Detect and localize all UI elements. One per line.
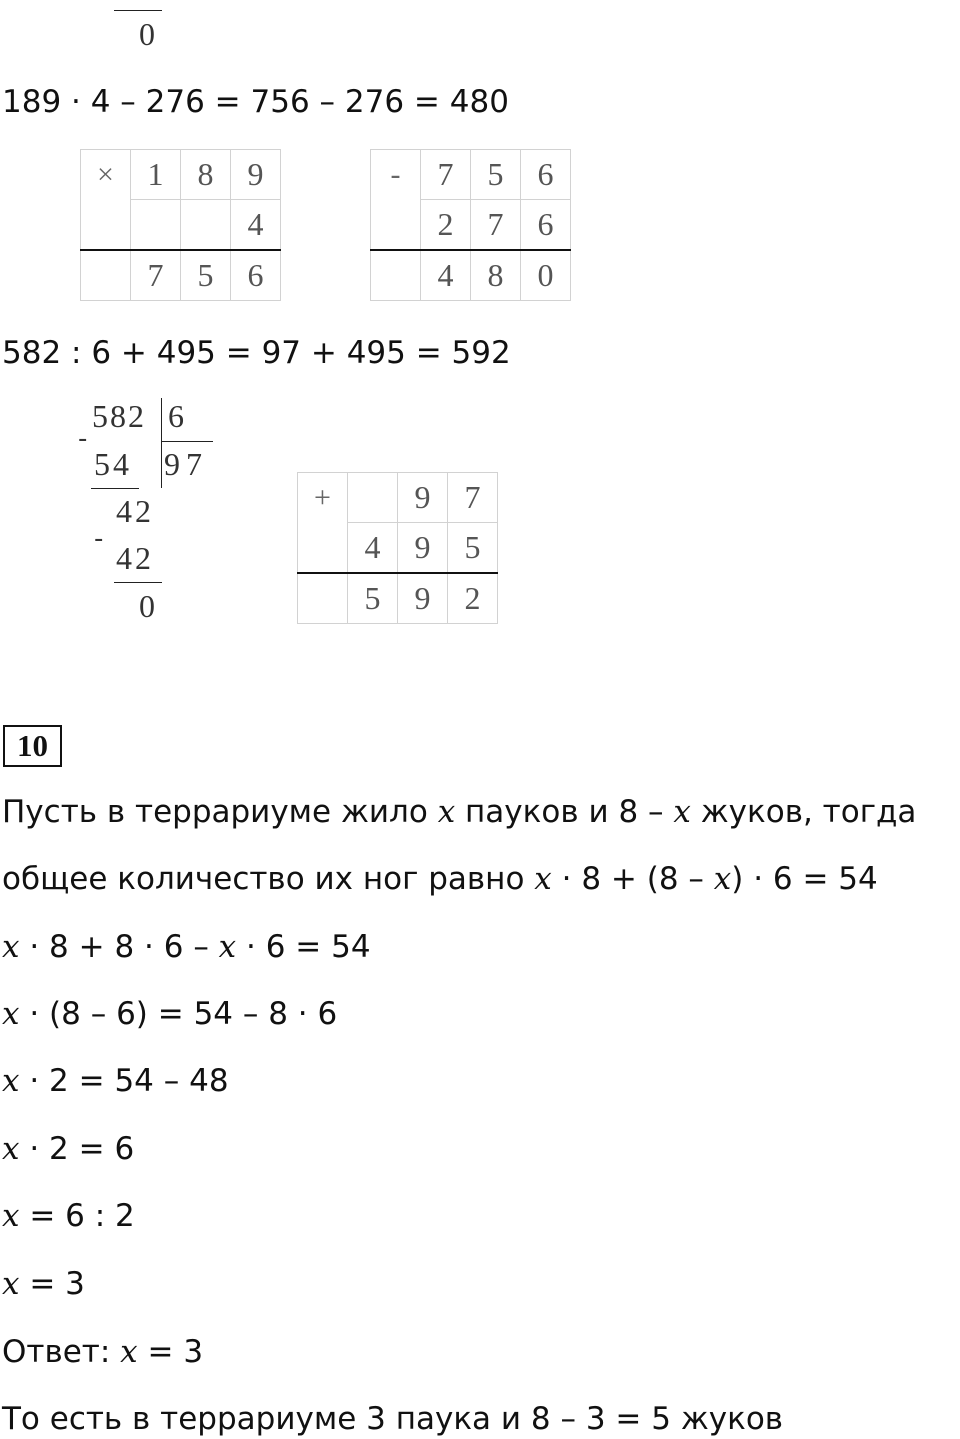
variable-x: x	[2, 929, 20, 965]
add-cell: 2	[448, 573, 498, 624]
sub-cell: 0	[521, 250, 571, 301]
variable-x: x	[713, 861, 732, 897]
mult-cell: 7	[131, 250, 181, 301]
division-final-remainder: 0	[139, 588, 155, 624]
sub-cell: 6	[521, 200, 571, 251]
division-divisor-line	[161, 441, 213, 442]
variable-x: x	[2, 996, 20, 1032]
task-number-box: 10	[3, 725, 62, 767]
equation-2	[2, 994, 337, 1034]
text: общее количество их ног равно	[2, 861, 535, 897]
division-bar	[161, 398, 162, 488]
text: · 8 + 8 · 6 –	[19, 929, 219, 965]
text: = 6 : 2	[19, 1198, 135, 1234]
variable-x: x	[2, 1063, 20, 1099]
text: = 3	[19, 1266, 85, 1302]
variable-x: x	[218, 929, 237, 965]
text: · (8 – 6) = 54 – 8 · 6	[19, 996, 338, 1032]
equation-5	[2, 1196, 135, 1236]
mult-cell	[81, 200, 131, 251]
equation-4	[2, 1129, 134, 1169]
task-intro-line	[2, 792, 916, 832]
variable-x: x	[2, 1131, 20, 1167]
text: · 6 = 54	[236, 929, 371, 965]
sub-cell: 2	[421, 200, 471, 251]
addition-table	[297, 472, 498, 624]
sub-cell: 5	[471, 150, 521, 200]
add-cell	[298, 573, 348, 624]
variable-x: x	[2, 1266, 20, 1302]
sub-cell: 4	[421, 250, 471, 301]
add-cell: 9	[398, 573, 448, 624]
mult-cell	[131, 200, 181, 251]
division-quotient: 97	[164, 446, 208, 482]
answer-label: Ответ:	[2, 1334, 121, 1370]
division-minus-2: -	[94, 524, 104, 554]
text: · 2 = 54 – 48	[19, 1063, 229, 1099]
mult-cell: 8	[181, 150, 231, 200]
mult-cell	[81, 250, 131, 301]
conclusion-line: То есть в террариуме 3 паука и 8 – 3 = 5 жуков	[2, 1401, 784, 1437]
variable-x: x	[673, 794, 691, 830]
subtraction-table	[370, 149, 571, 301]
multiply-sign: ×	[81, 150, 131, 200]
variable-x: x	[437, 794, 456, 830]
sub-cell	[371, 200, 421, 251]
sub-cell: 6	[521, 150, 571, 200]
answer-value: = 3	[137, 1334, 204, 1370]
expression-2: 582 : 6 + 495 = 97 + 495 = 592	[2, 335, 511, 371]
add-cell: 9	[398, 473, 448, 523]
equation-1	[2, 927, 371, 967]
mult-cell: 1	[131, 150, 181, 200]
task-line-2	[2, 859, 878, 899]
division-subtrahend-2: 42	[116, 540, 154, 576]
answer-line	[2, 1332, 203, 1372]
sub-cell	[371, 250, 421, 301]
multiplication-table	[80, 149, 281, 301]
add-cell: 4	[348, 523, 398, 574]
sub-cell: 7	[471, 200, 521, 251]
add-cell: 5	[348, 573, 398, 624]
sub-cell: 7	[421, 150, 471, 200]
add-cell: 7	[448, 473, 498, 523]
add-cell: 9	[398, 523, 448, 574]
plus-sign: +	[298, 473, 348, 523]
equation-6	[2, 1264, 85, 1304]
variable-x: x	[120, 1334, 138, 1370]
add-cell	[298, 523, 348, 574]
variable-x: x	[2, 1198, 20, 1234]
mult-cell: 5	[181, 250, 231, 301]
division-line-1	[91, 488, 139, 489]
mult-cell: 9	[231, 150, 281, 200]
add-cell	[348, 473, 398, 523]
text: · 8 + (8 –	[551, 861, 714, 897]
expression-1: 189 · 4 – 276 = 756 – 276 = 480	[2, 84, 509, 120]
equation-3	[2, 1061, 229, 1101]
text: жуков, тогда	[690, 794, 917, 830]
division-minus-1: -	[78, 424, 88, 454]
division-divisor: 6	[168, 398, 184, 434]
text: · 2 = 6	[19, 1131, 135, 1167]
mult-cell	[181, 200, 231, 251]
minus-sign: -	[371, 150, 421, 200]
division-line-2	[114, 582, 162, 583]
add-cell: 5	[448, 523, 498, 574]
top-division-line	[114, 10, 162, 11]
top-remainder: 0	[139, 16, 155, 52]
text: Пусть в террариуме жило	[2, 794, 438, 830]
text: пауков и 8 –	[455, 794, 674, 830]
division-dividend: 582	[92, 398, 146, 434]
division-remainder-1: 42	[116, 493, 154, 529]
sub-cell: 8	[471, 250, 521, 301]
mult-cell: 6	[231, 250, 281, 301]
variable-x: x	[534, 861, 552, 897]
division-subtrahend-1: 54	[94, 446, 132, 482]
text: ) · 6 = 54	[731, 861, 878, 897]
mult-cell: 4	[231, 200, 281, 251]
